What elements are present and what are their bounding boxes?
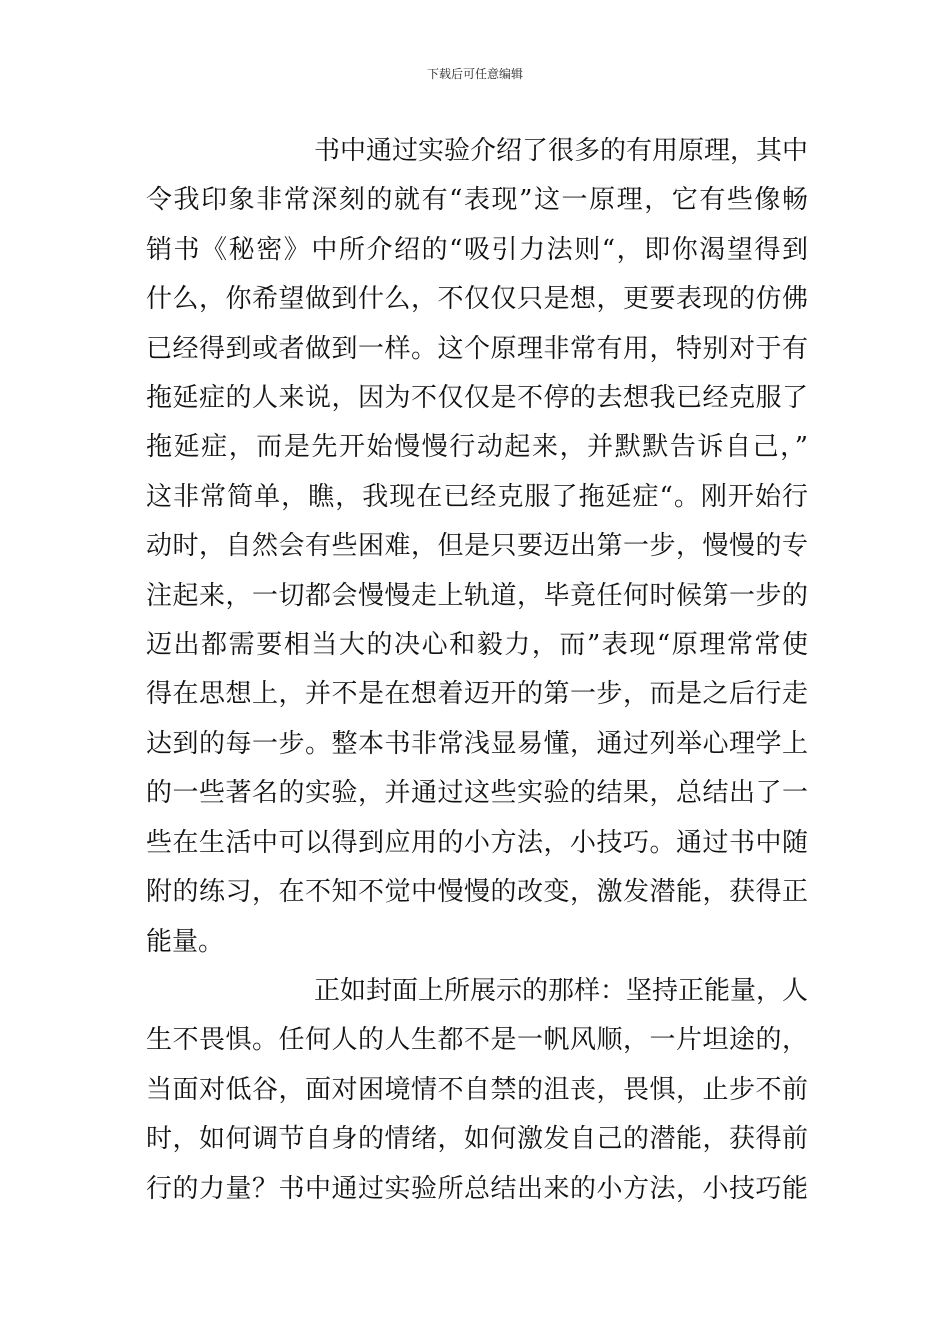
- text-line: 附的练习，在不知不觉中慢慢的改变，激发潜能，获得正: [146, 877, 808, 908]
- text-line: 的一些著名的实验，并通过这些实验的结果，总结出了一: [146, 778, 808, 809]
- text-line: 动时，自然会有些困难，但是只要迈出第一步，慢慢的专: [146, 531, 808, 562]
- text-line: 这非常简单，瞧，我现在已经克服了拖延症“。刚开始行: [146, 481, 808, 512]
- text-line: 拖延症，而是先开始慢慢行动起来，并默默告诉自己，”: [146, 432, 808, 463]
- text-line: 生不畏惧。任何人的人生都不是一帆风顺，一片坦途的，: [146, 1025, 808, 1056]
- text-line: 得在思想上，并不是在想着迈开的第一步，而是之后行走: [146, 679, 808, 710]
- page-header: 下载后可任意编辑: [426, 67, 523, 81]
- text-line: 达到的每一步。整本书非常浅显易懂，通过列举心理学上: [146, 728, 808, 759]
- text-line: 拖延症的人来说，因为不仅仅是不停的去想我已经克服了: [146, 383, 808, 414]
- paragraph-1: [146, 127, 808, 967]
- text-line: 时，如何调节自身的情绪，如何激发自己的潜能，获得前: [146, 1124, 808, 1155]
- text-line: 当面对低谷，面对困境情不自禁的沮丧，畏惧，止步不前: [146, 1074, 808, 1105]
- text-line: 行的力量？书中通过实验所总结出来的小方法，小技巧能: [146, 1173, 808, 1204]
- text-line: 销书《秘密》中所介绍的“吸引力法则“，即你渴望得到: [146, 234, 808, 265]
- text-line: 能量。: [146, 926, 225, 957]
- text-line: 迈出都需要相当大的决心和毅力，而”表现“原理常常使: [146, 630, 808, 661]
- text-line: 正如封面上所展示的那样：坚持正能量，人: [314, 975, 809, 1006]
- text-line: 注起来，一切都会慢慢走上轨道，毕竟任何时候第一步的: [146, 580, 808, 611]
- text-line: 书中通过实验介绍了很多的有用原理，其中: [314, 136, 809, 166]
- text-line: 些在生活中可以得到应用的小方法，小技巧。通过书中随: [146, 827, 808, 858]
- paragraph-2: [146, 967, 808, 1214]
- text-line: 什么，你希望做到什么，不仅仅只是想，更要表现的仿佛: [146, 284, 808, 315]
- document-body: [146, 127, 808, 1214]
- text-line: 令我印象非常深刻的就有“表现”这一原理，它有些像畅: [146, 185, 808, 216]
- text-line: 已经得到或者做到一样。这个原理非常有用，特别对于有: [146, 333, 808, 364]
